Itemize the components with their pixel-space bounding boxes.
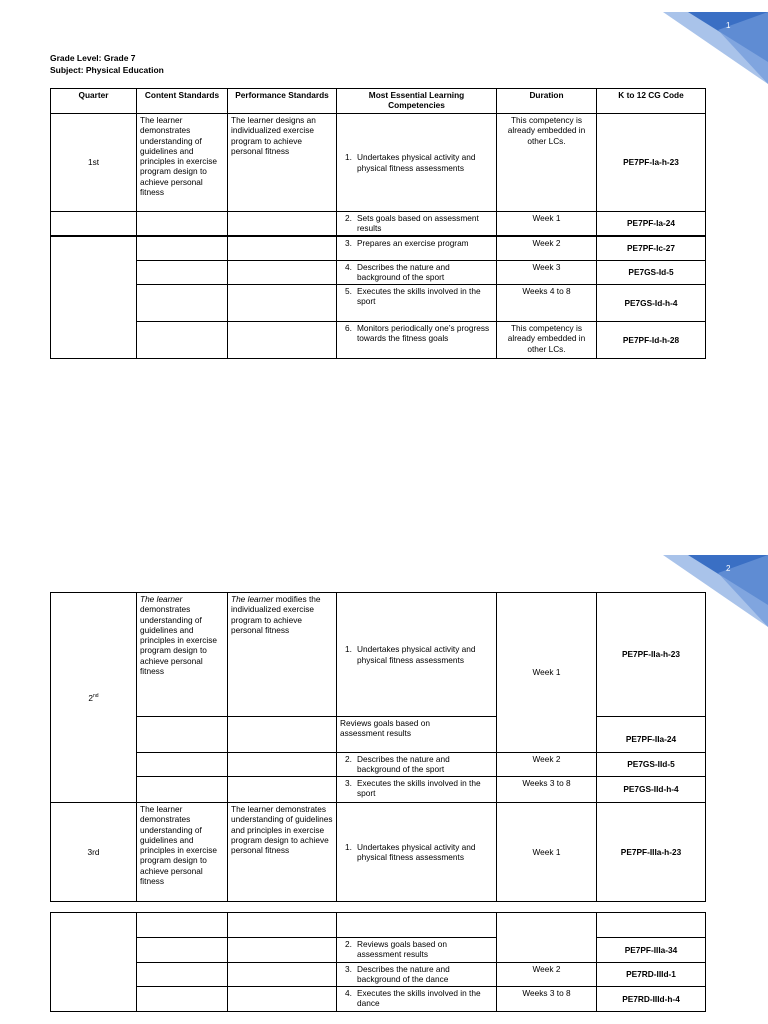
- empty-cell: [137, 285, 228, 322]
- empty-cell: [137, 717, 228, 753]
- competency-cell: [337, 285, 497, 322]
- header-competencies: Most Essential Learning Competencies: [337, 89, 497, 114]
- quarter-cell: 3rd: [51, 803, 137, 902]
- duration-cell: This competency is already embedded in other LCs.: [497, 114, 597, 212]
- competency-text: Describes the nature and background of the sport: [357, 262, 450, 283]
- empty-cell: [228, 938, 337, 963]
- duration-cell: Week 2: [497, 963, 597, 987]
- page-corner-decoration: [643, 12, 768, 92]
- empty-cell: [228, 717, 337, 753]
- table-row: [51, 236, 706, 261]
- header-quarter: Quarter: [51, 89, 137, 114]
- table-header-row: [51, 89, 706, 114]
- duration-cell: Week 1: [497, 593, 597, 753]
- page-number: 1: [726, 21, 731, 30]
- competency-text: Executes the skills involved in the dance: [357, 988, 481, 1009]
- code-cell: PE7PF-Ic-27: [597, 236, 706, 261]
- item-number: 2.: [345, 754, 352, 764]
- table-row: [51, 212, 706, 236]
- competency-cell: [337, 938, 497, 963]
- code-cell: PE7GS-IId-h-4: [597, 777, 706, 803]
- empty-cell: [228, 987, 337, 1012]
- duration-cell: Week 2: [497, 753, 597, 777]
- empty-cell: [137, 963, 228, 987]
- table-row: [51, 913, 706, 938]
- performance-standard-cell: The learner designs an individualized exercise program to achieve personal fitness: [228, 114, 337, 212]
- header-duration: Duration: [497, 89, 597, 114]
- empty-cell: [137, 236, 228, 261]
- empty-cell: [228, 285, 337, 322]
- empty-cell: [137, 913, 228, 938]
- empty-cell: [228, 261, 337, 285]
- code-cell: PE7RD-IIId-h-4: [597, 987, 706, 1012]
- empty-cell: [51, 212, 137, 236]
- item-number: 2.: [345, 213, 352, 223]
- duration-cell: Week 3: [497, 261, 597, 285]
- empty-cell: [51, 236, 137, 359]
- empty-cell: [228, 753, 337, 777]
- item-number: 1.: [345, 152, 352, 163]
- performance-standard-cell: [228, 593, 337, 717]
- quarter-cell: 1st: [51, 114, 137, 212]
- quarter-number: 2: [88, 693, 94, 704]
- quarter-cell: [51, 593, 137, 803]
- item-number: 1.: [345, 841, 352, 852]
- page-number: 2: [726, 564, 731, 573]
- empty-cell: [228, 322, 337, 359]
- code-cell: PE7PF-IIIa-h-23: [597, 803, 706, 902]
- curriculum-table-quarter-3-continued: [50, 912, 706, 1012]
- table-row: [51, 803, 706, 902]
- content-standard-cell: The learner demonstrates understanding of guidelines and principles in exercise program design to achieve personal fitness: [137, 803, 228, 902]
- competency-cell: [337, 261, 497, 285]
- code-cell: PE7PF-IIa-h-23: [597, 593, 706, 717]
- table-row: [51, 593, 706, 717]
- competency-cell: [337, 593, 497, 717]
- curriculum-table-quarters-2-3: [50, 592, 706, 902]
- competency-text: Undertakes physical activity and physical fitness assessments: [357, 644, 476, 665]
- empty-cell: [137, 322, 228, 359]
- empty-cell: [137, 987, 228, 1012]
- item-number: 3.: [345, 778, 352, 788]
- competency-text: Sets goals based on assessment results: [357, 213, 479, 234]
- competency-cell: [337, 322, 497, 359]
- table-row: [51, 717, 706, 753]
- competency-cell: [337, 114, 497, 212]
- competency-cell: [337, 212, 497, 236]
- competency-text: Monitors periodically one’s progress towards the fitness goals: [357, 323, 490, 344]
- table-row: [51, 322, 706, 359]
- competency-text: Executes the skills involved in the sport: [357, 286, 481, 307]
- table-row: [51, 285, 706, 322]
- table-row: [51, 753, 706, 777]
- competency-cell: [337, 987, 497, 1012]
- performance-standard-italic: The learner: [231, 594, 274, 604]
- duration-cell: Week 1: [497, 803, 597, 902]
- item-number: 3.: [345, 964, 352, 974]
- table-row: [51, 777, 706, 803]
- competency-cell: [337, 963, 497, 987]
- duration-cell: Week 1: [497, 212, 597, 236]
- code-cell: PE7RD-IIId-1: [597, 963, 706, 987]
- duration-cell: Weeks 4 to 8: [497, 285, 597, 322]
- empty-cell: [51, 913, 137, 1012]
- header-code: K to 12 CG Code: [597, 89, 706, 114]
- header-performance-standards: Performance Standards: [228, 89, 337, 114]
- content-standard-text: demonstrates understanding of guidelines and principles in exercise program design to achieve personal fitness: [140, 604, 218, 677]
- competency-text: Describes the nature and background of the dance: [357, 964, 450, 985]
- competency-cell: Reviews goals based on assessment results: [337, 717, 497, 753]
- grade-level: Grade Level: Grade 7: [50, 53, 136, 63]
- curriculum-table-quarter-1: [50, 88, 706, 359]
- code-cell: PE7GS-Id-h-4: [597, 285, 706, 322]
- quarter-suffix: nd: [93, 693, 99, 700]
- content-standard-italic: The learner: [140, 594, 183, 604]
- empty-cell: [137, 777, 228, 803]
- table-row: [51, 938, 706, 963]
- code-cell: PE7PF-IIIa-34: [597, 938, 706, 963]
- code-cell: PE7PF-Ia-h-23: [597, 114, 706, 212]
- item-number: 1.: [345, 644, 352, 655]
- competency-cell: [337, 777, 497, 803]
- table-row: [51, 261, 706, 285]
- performance-standard-text: modifies the individualized exercise program to achieve personal fitness: [231, 594, 321, 635]
- subject: Subject: Physical Education: [50, 65, 164, 75]
- performance-standard-cell: The learner demonstrates understanding of guidelines and principles in exercise program design to achieve personal fitness: [228, 803, 337, 902]
- item-number: 6.: [345, 323, 352, 334]
- duration-cell: This competency is already embedded in other LCs.: [497, 322, 597, 359]
- duration-cell: Weeks 3 to 8: [497, 987, 597, 1012]
- item-number: 2.: [345, 939, 352, 949]
- empty-cell: [228, 913, 337, 938]
- empty-cell: [137, 261, 228, 285]
- empty-cell: [228, 963, 337, 987]
- item-number: 3.: [345, 237, 352, 248]
- empty-cell: [228, 777, 337, 803]
- competency-text: Executes the skills involved in the sport: [357, 778, 481, 799]
- header-content-standards: Content Standards: [137, 89, 228, 114]
- table-row: [51, 963, 706, 987]
- item-number: 5.: [345, 286, 352, 297]
- empty-cell: [497, 913, 597, 963]
- code-cell: PE7PF-IIa-24: [597, 717, 706, 753]
- code-cell: PE7PF-Ia-24: [597, 212, 706, 236]
- competency-text: Reviews goals based on assessment results: [357, 939, 447, 960]
- code-cell: PE7GS-IId-5: [597, 753, 706, 777]
- duration-cell: Week 2: [497, 236, 597, 261]
- competency-text: Undertakes physical activity and physical fitness assessments: [357, 841, 476, 862]
- competency-cell: [337, 803, 497, 902]
- competency-cell: [337, 236, 497, 261]
- content-standard-cell: The learner demonstrates understanding of guidelines and principles in exercise program design to achieve personal fitness: [137, 114, 228, 212]
- code-cell: PE7GS-Id-5: [597, 261, 706, 285]
- table-row: [51, 987, 706, 1012]
- competency-text: Prepares an exercise program: [357, 237, 469, 248]
- duration-cell: Weeks 3 to 8: [497, 777, 597, 803]
- content-standard-cell: [137, 593, 228, 717]
- empty-cell: [137, 938, 228, 963]
- code-cell: PE7PF-Id-h-28: [597, 322, 706, 359]
- empty-cell: [137, 212, 228, 236]
- empty-cell: [228, 236, 337, 261]
- empty-cell: [337, 913, 497, 938]
- empty-cell: [597, 913, 706, 938]
- competency-text: Undertakes physical activity and physical fitness assessments: [357, 152, 476, 173]
- competency-text: Describes the nature and background of the sport: [357, 754, 450, 775]
- empty-cell: [137, 753, 228, 777]
- competency-cell: [337, 753, 497, 777]
- empty-cell: [228, 212, 337, 236]
- table-row: [51, 114, 706, 212]
- item-number: 4.: [345, 262, 352, 273]
- item-number: 4.: [345, 988, 352, 998]
